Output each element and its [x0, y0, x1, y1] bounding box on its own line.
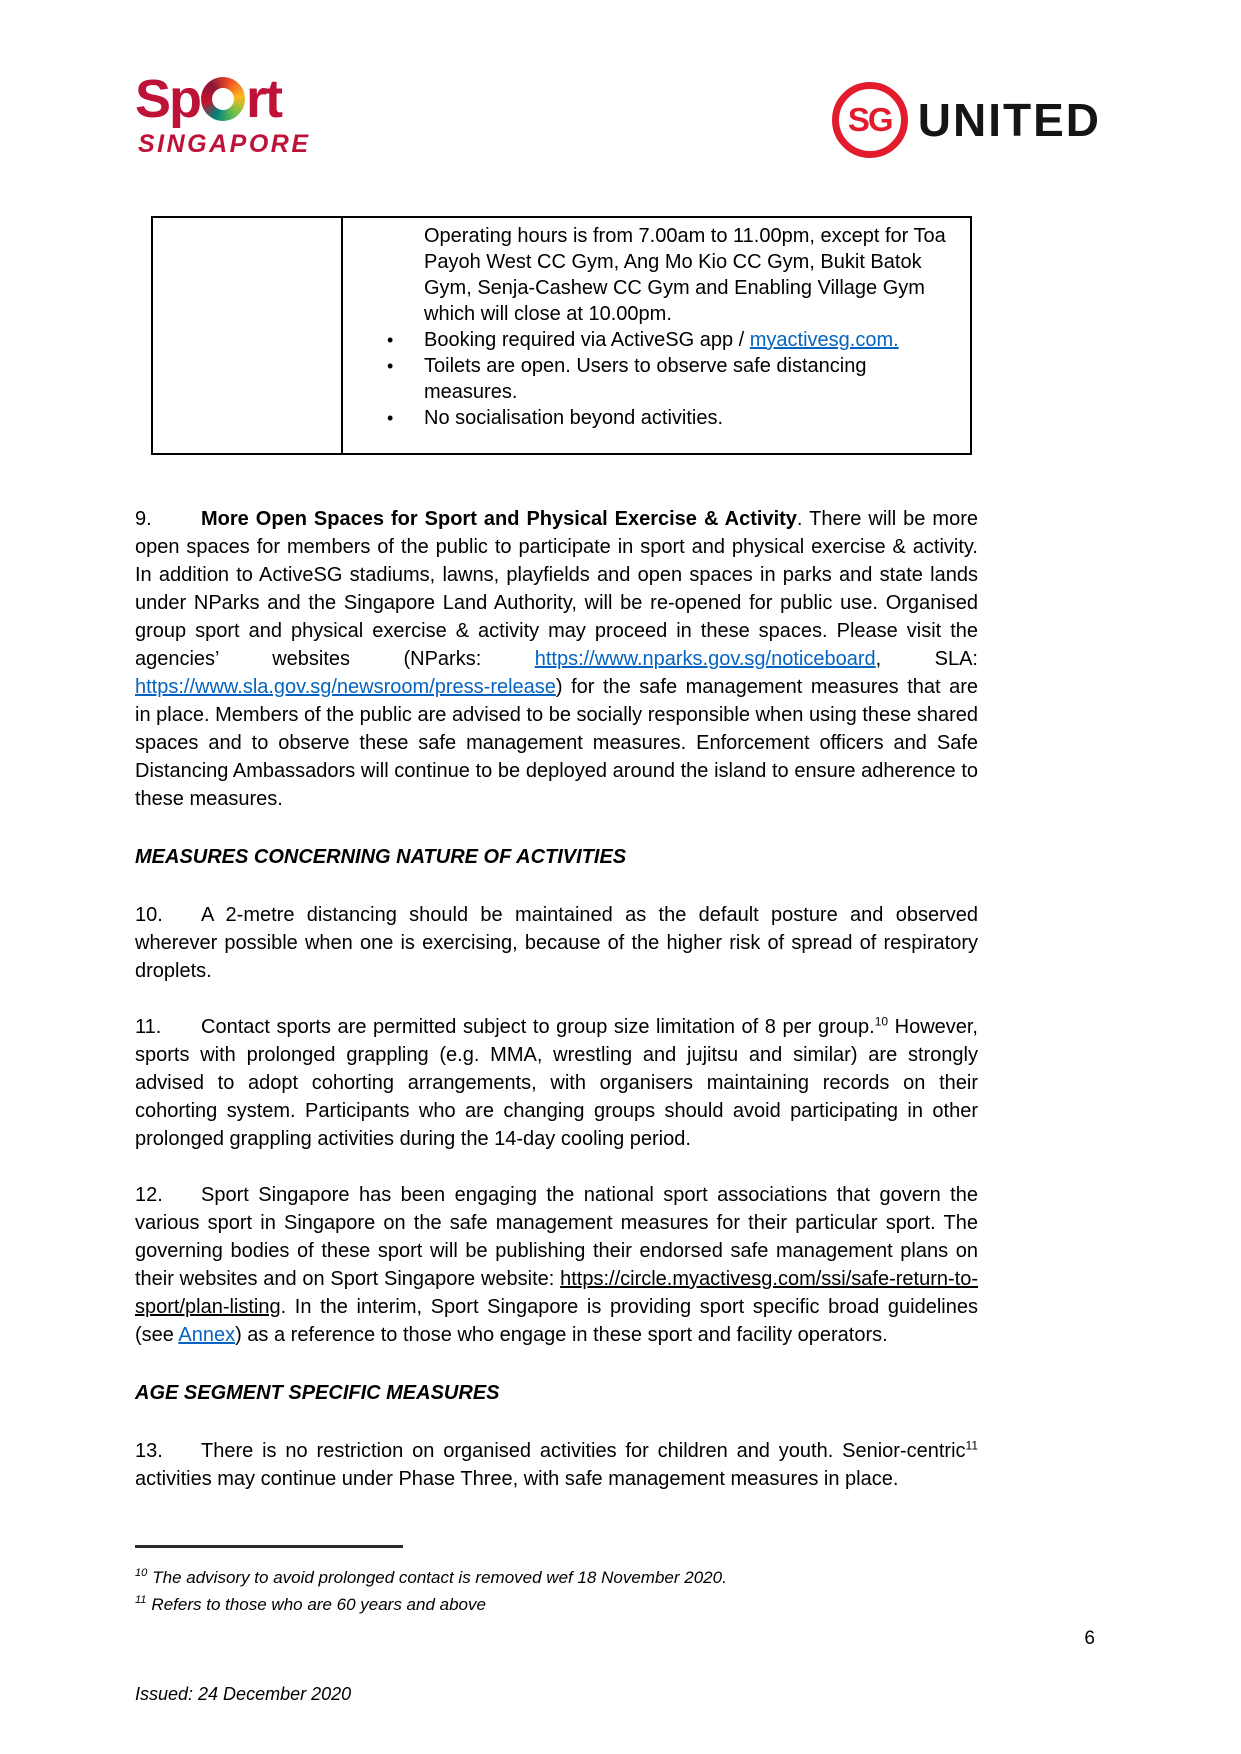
section-heading-nature-of-activities: MEASURES CONCERNING NATURE OF ACTIVITIES — [135, 846, 627, 868]
sg-circle-text: SG — [847, 101, 892, 138]
footnote-10 — [135, 1564, 978, 1591]
paragraph-11 — [135, 1013, 978, 1153]
text-run: , SLA: — [875, 648, 978, 670]
table-item-text — [424, 327, 958, 353]
bullet-icon: • — [387, 330, 394, 350]
footnote-ref: 11 — [965, 1438, 978, 1453]
nparks-noticeboard-link[interactable]: https://www.nparks.gov.sg/noticeboard — [534, 648, 876, 670]
table-cell-left-empty — [152, 217, 342, 454]
text-run: . There will be more open spaces for members of the public to participate in sport and physical exercise & activity. In addition to ActiveSG stadiums, lawns, playfields and open spaces in parks and state lands under NParks and the Singapore Land Authority, will be re-opened for public use. Organised group sport and physical exercise & activity may proceed in these spaces. Please visit the agencies’ websites (NParks: — [135, 508, 978, 670]
paragraph-number: 11. — [135, 1016, 162, 1038]
myactivesg-link[interactable]: myactivesg.com. — [749, 329, 899, 351]
table-list-item — [387, 223, 958, 327]
text-run: Contact sports are permitted subject to group size limitation of 8 per group. — [201, 1016, 875, 1038]
table-bullet-list — [387, 223, 958, 431]
sg-circle-icon — [832, 82, 908, 158]
paragraph-12 — [135, 1181, 978, 1349]
circle-myactivesg-plan-listing-link[interactable]: https://circle.myactivesg.com/ssi/safe-return-to-sport/plan-listing — [135, 1268, 978, 1318]
footnote-separator — [135, 1545, 403, 1548]
footnote-11-number: 11 — [135, 1594, 147, 1607]
text-run: However, sports with prolonged grappling (e.g. MMA, wrestling and jujitsu and similar) are strongly advised to adopt cohorting arrangements, with organisers maintaining records on their cohorting system. Participants who are changing groups should avoid participating in other prolonged grappling activities during the 14-day cooling period. — [135, 1016, 978, 1150]
globe-icon — [195, 71, 250, 126]
section-heading-age-segment: AGE SEGMENT SPECIFIC MEASURES — [135, 1382, 500, 1404]
table-row — [152, 217, 971, 454]
table-list-item — [387, 353, 958, 405]
text-run: ) for the safe management measures that are in place. Members of the public are advised to be socially responsible when using these shared spaces and to observe these safe management measures. Enforcement officers and Safe Distancing Ambassadors will continue to be deployed around the island to ensure adherence to these measures. — [135, 676, 978, 810]
bullet-icon: • — [387, 356, 394, 376]
text-run: Booking required via ActiveSG app / — [424, 329, 750, 351]
page-number: 6 — [1084, 1628, 1095, 1649]
text-run: . In the interim, Sport Singapore is providing sport specific broad guidelines (see — [135, 1296, 978, 1346]
sport-word-end: rt — [246, 69, 282, 129]
footnote-11-text: Refers to those who are 60 years and above — [151, 1595, 486, 1614]
sg-united-logo — [832, 82, 1101, 158]
text-run: There is no restriction on organised activities for children and youth. Senior-centric — [201, 1440, 966, 1462]
page-header — [0, 0, 1241, 158]
table-item-text — [424, 353, 958, 405]
text-run: Toilets are open. Users to observe safe distancing measures. — [424, 355, 867, 403]
footnote-ref: 10 — [874, 1014, 889, 1029]
paragraph-13 — [135, 1437, 978, 1493]
document-body — [135, 505, 978, 1493]
text-run: A 2-metre distancing should be maintained as the default posture and observed wherever possible when one is exercising, because of the higher risk of spread of respiratory droplets. — [135, 904, 978, 982]
annex-link[interactable]: Annex — [178, 1324, 236, 1346]
sla-press-release-link[interactable]: https://www.sla.gov.sg/newsroom/press-release — [135, 676, 556, 698]
table-list-item — [387, 327, 958, 353]
paragraph-number: 9. — [135, 508, 152, 530]
table-cell-measures — [342, 217, 971, 454]
paragraph-number: 12. — [135, 1184, 163, 1206]
sport-singapore-subtitle: SINGAPORE — [138, 130, 311, 158]
paragraph-10 — [135, 901, 978, 985]
sport-singapore-logo — [135, 69, 311, 158]
bullet-spacer — [387, 223, 424, 327]
table-list-item — [387, 405, 958, 431]
sport-word-start: Sp — [135, 69, 201, 129]
table-item-text — [424, 405, 958, 431]
footnote-10-number: 10 — [135, 1567, 148, 1580]
footnote-11 — [135, 1591, 978, 1618]
footnote-10-text: The advisory to avoid prolonged contact is removed wef 18 November 2020. — [152, 1568, 727, 1587]
text-run: ) as a reference to those who engage in these sport and facility operators. — [235, 1324, 888, 1346]
text-run: Sport Singapore has been engaging the national sport associations that govern the various sport in Singapore on the safe management measures for their particular sport. The governing bodies of these sport will be publishing their endorsed safe management plans on their websites and on Sport Singapore website: — [135, 1184, 978, 1290]
text-run: activities may continue under Phase Three, with safe management measures in place. — [135, 1468, 899, 1490]
sport-wordmark — [135, 69, 311, 129]
paragraph-9 — [135, 505, 978, 813]
paragraph-number: 10. — [135, 904, 163, 926]
measures-table — [151, 216, 972, 455]
text-run: Operating hours is from 7.00am to 11.00pm, except for Toa Payoh West CC Gym, Ang Mo Kio CC Gym, Bukit Batok Gym, Senja-Cashew CC Gym and Enabling Village Gym which will close at 10.00pm. — [424, 225, 946, 325]
table-item-text — [424, 223, 958, 327]
issued-date: Issued: 24 December 2020 — [135, 1684, 352, 1704]
paragraph-number: 13. — [135, 1440, 163, 1462]
text-run: No socialisation beyond activities. — [424, 407, 724, 429]
bullet-icon: • — [387, 408, 394, 428]
footnotes-section — [135, 1545, 978, 1618]
sg-united-text: UNITED — [917, 94, 1101, 146]
bold-run: More Open Spaces for Sport and Physical Exercise & Activity — [201, 508, 797, 530]
